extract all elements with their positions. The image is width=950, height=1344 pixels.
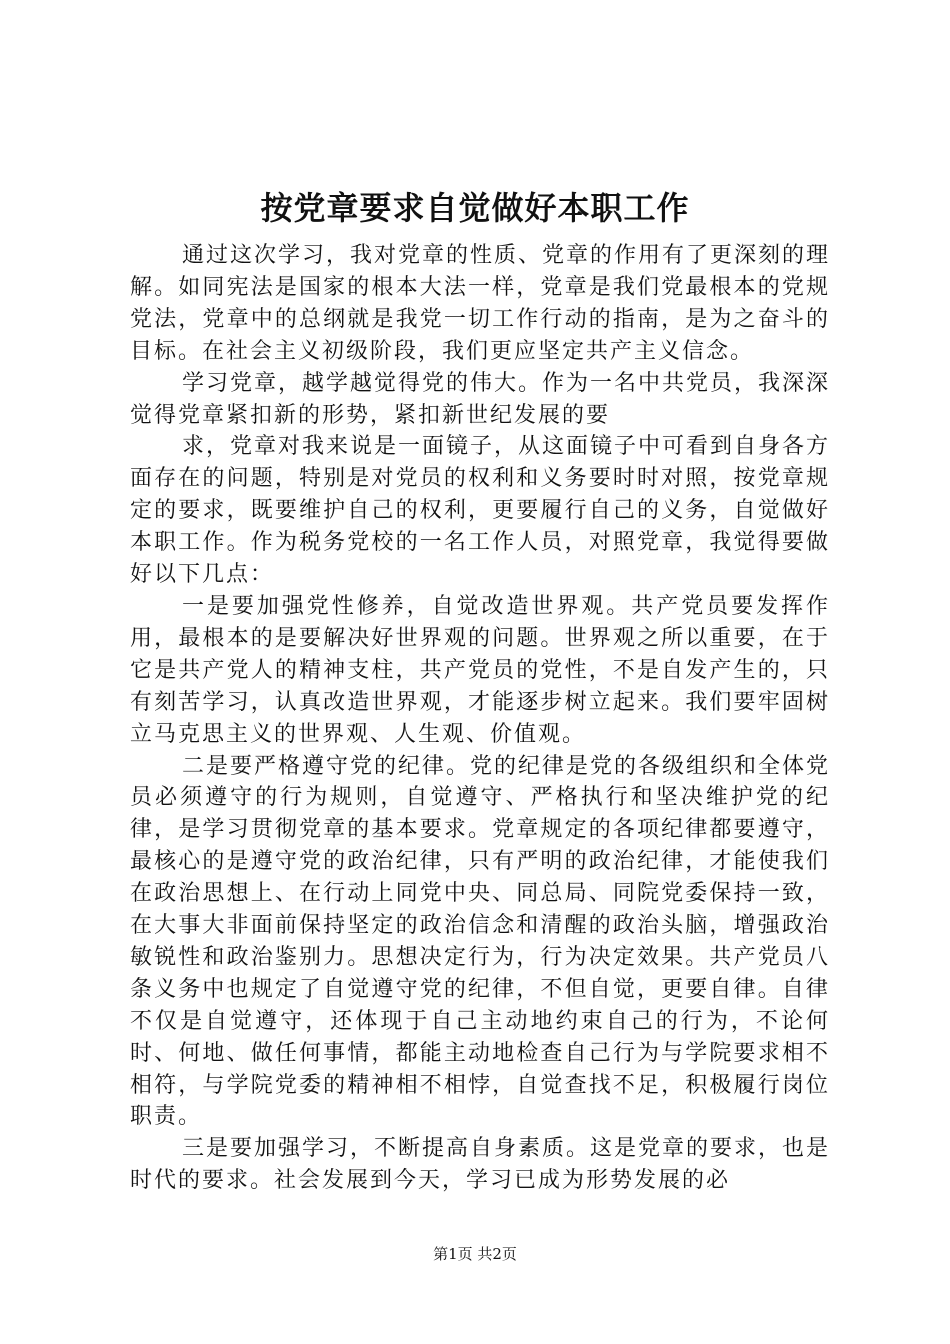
paragraph-study-party-constitution: 学习党章，越学越觉得党的伟大。作为一名中共党员，我深深觉得党章紧扣新的形势，紧扣新世纪发展的要	[130, 370, 831, 428]
paragraph-mirror: 求，党章对我来说是一面镜子，从这面镜子中可看到自身各方面存在的问题，特别是对党员的权利和义务要时时对照，按党章规定的要求，既要维护自己的权利，更要履行自己的义务，自觉做好本职工作。作为税务党校的一名工作人员，对照党章，我觉得要做好以下几点：	[130, 434, 831, 588]
paragraph-point-three: 三是要加强学习，不断提高自身素质。这是党章的要求，也是时代的要求。社会发展到今天，学习已成为形势发展的必	[130, 1136, 831, 1194]
paragraph-point-one: 一是要加强党性修养，自觉改造世界观。共产党员要发挥作用，最根本的是要解决好世界观的问题。世界观之所以重要，在于它是共产党人的精神支柱，共产党员的党性，不是自发产生的，只有刻苦学习，认真改造世界观，才能逐步树立起来。我们要牢固树立马克思主义的世界观、人生观、价值观。	[130, 593, 830, 747]
paragraph-intro: 通过这次学习，我对党章的性质、党章的作用有了更深刻的理解。如同宪法是国家的根本大法一样，党章是我们党最根本的党规党法，党章中的总纲就是我党一切工作行动的指南，是为之奋斗的目标。在社会主义初级阶段，我们更应坚定共产主义信念。	[130, 243, 831, 364]
page-number-footer: 第1页 共2页	[433, 1245, 517, 1263]
page-title: 按党章要求自觉做好本职工作	[260, 189, 690, 227]
paragraph-point-two: 二是要严格遵守党的纪律。党的纪律是党的各级组织和全体党员必须遵守的行为规则，自觉遵守、严格执行和坚决维护党的纪律，是学习贯彻党章的基本要求。党章规定的各项纪律都要遵守，最核心的是遵守党的政治纪律，只有严明的政治纪律，才能使我们在政治思想上、在行动上同党中央、同总局、同院党委保持一致，在大事大非面前保持坚定的政治信念和清醒的政治头脑，增强政治敏锐性和政治鉴别力。思想决定行为，行为决定效果。共产党员八条义务中也规定了自觉遵守党的纪律，不但自觉，更要自律。自律不仅是自觉遵守，还体现于自己主动地约束自己的行为，不论何时、何地、做任何事情，都能主动地检查自己行为与学院要求相不相符，与学院党委的精神相不相悖，自觉查找不足，积极履行岗位职责。	[130, 753, 831, 1130]
document-body	[130, 240, 830, 1197]
